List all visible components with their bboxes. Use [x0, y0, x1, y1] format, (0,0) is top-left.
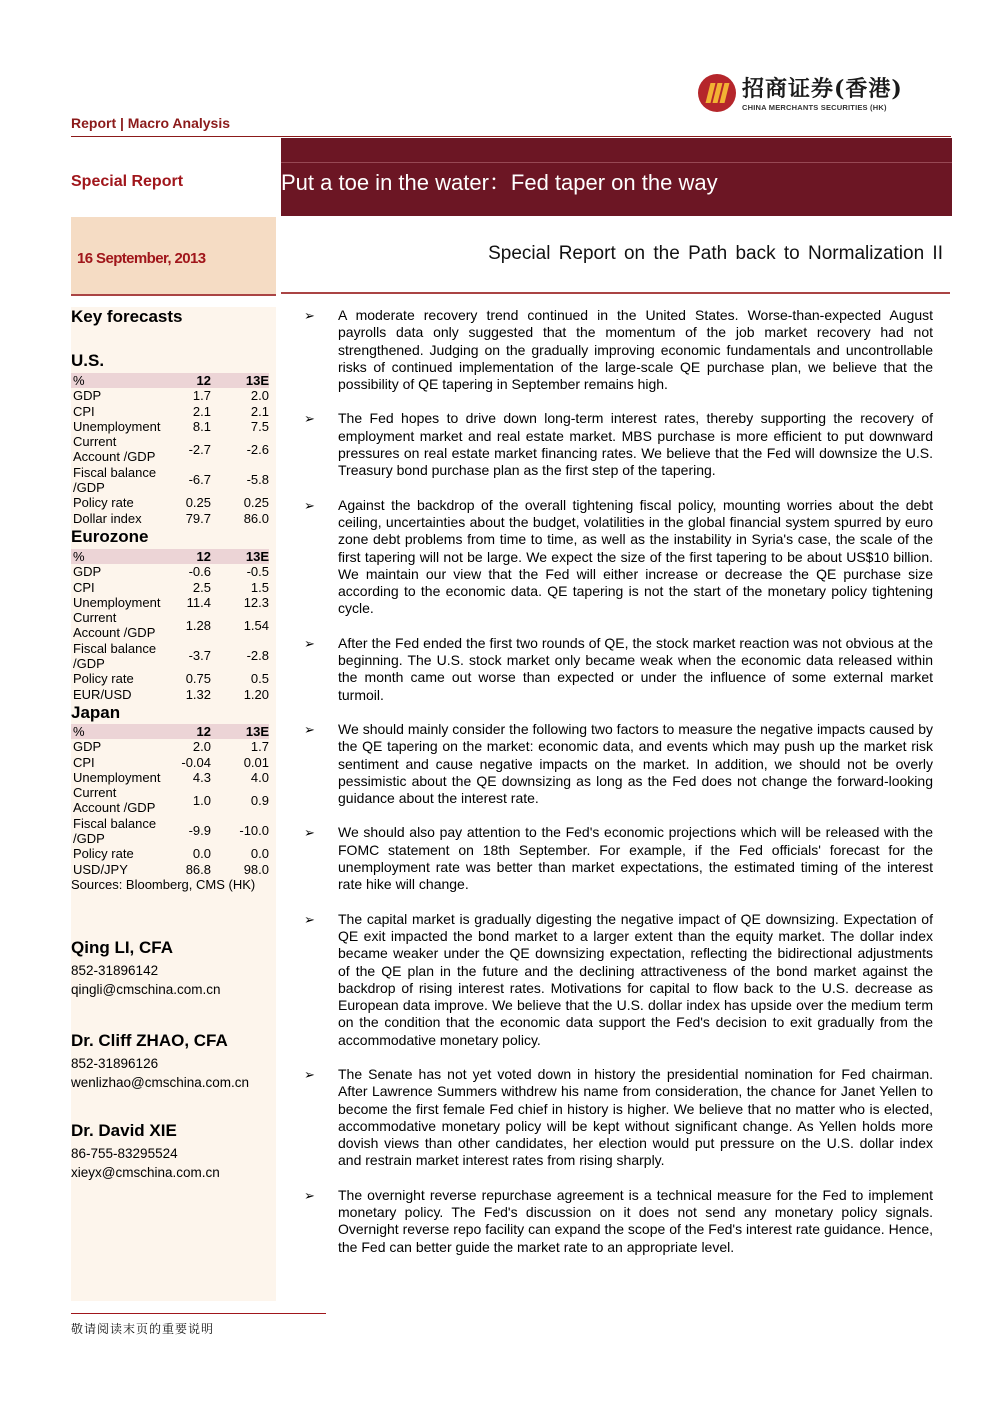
bullet-paragraph [300, 721, 933, 807]
arrow-bullet-icon: ➢ [304, 1066, 315, 1082]
bullet-paragraph [300, 497, 933, 618]
forecast-value-13e: 13E [245, 724, 269, 739]
forecast-label: Unemployment [73, 418, 161, 434]
special-report-label: Special Report [71, 173, 184, 190]
bullet-paragraph [300, 410, 933, 479]
forecast-row [71, 564, 269, 579]
arrow-bullet-icon: ➢ [304, 411, 315, 427]
bullet-paragraph [300, 307, 933, 393]
forecast-row [71, 495, 269, 510]
bullet-text: The overnight reverse repurchase agreement is a technical measure for the Fed to implement monetary policy. The Fed's discussion on it does not send any monetary policy signals. Overnight reverse repo facility can expand the scope of the Fed's interest rate guidance. Hence, the Fed can better guide the market rate to an appropriate level. [338, 1186, 933, 1255]
forecast-value-13e: 13E [245, 373, 269, 388]
forecast-value-12: 4.3 [192, 769, 211, 785]
forecast-value-13e: 1.54 [243, 617, 269, 633]
forecast-label: % [73, 549, 85, 564]
forecast-value-12: -2.7 [188, 441, 211, 457]
analyst-name: Dr. Cliff ZHAO, CFA [71, 1031, 228, 1050]
logo-mark-icon [698, 74, 736, 112]
forecast-label: GDP [73, 739, 102, 755]
arrow-bullet-icon: ➢ [304, 825, 315, 841]
forecast-value-13e: 2.0 [250, 388, 269, 404]
forecast-row [71, 846, 269, 861]
forecast-value-12: -0.6 [188, 564, 211, 580]
forecast-value-13e: 1.20 [243, 686, 269, 702]
bullet-text: Against the backdrop of the overall tightening fiscal policy, mounting worries about the debt ceiling, uncertainties about the budget, volatilities in the global financial system spurred by euro zone debt problems from time to time, as well as the instability in Syria's case, the scale of the first tapering will not be large. We expect the size of the first tapering to be about US$10 billion. We maintain our view that the Fed will either increase or decrease the QE purchase size according to the economic data. QE tapering is not the start of the monetary policy tightening cycle. [338, 496, 933, 617]
forecast-label: % [73, 724, 85, 739]
region-title-eurozone: Eurozone [71, 527, 149, 546]
analyst-email[interactable]: wenlizhao@cmschina.com.cn [71, 1075, 250, 1090]
title-banner [281, 138, 952, 216]
analyst-name: Dr. David XIE [71, 1121, 177, 1140]
forecast-label: Policy rate [73, 495, 134, 511]
bullet-text: We should mainly consider the following two factors to measure the negative impacts caused by the QE tapering on the market: economic data, and events which may push up the market risk sentiment and cause negative impacts on the market. In addition, we should not be overly pessimistic about the QE downsizing as long as the Fed does not change the forward-looking guidance about the interest rate. [338, 720, 933, 807]
forecast-value-12: -6.7 [188, 472, 211, 488]
analyst-phone: 86-755-83295524 [71, 1146, 178, 1161]
forecast-label: Fiscal balance /GDP [73, 815, 157, 847]
analyst-email[interactable]: qingli@cmschina.com.cn [71, 982, 221, 997]
forecast-label: Fiscal balance /GDP [73, 640, 157, 672]
analyst-phone: 852-31896126 [71, 1056, 159, 1071]
analyst-card [71, 1030, 249, 1092]
forecast-label: Current Account /GDP [73, 434, 156, 465]
forecast-value-12: 11.4 [186, 594, 211, 610]
forecast-label: Unemployment [73, 769, 161, 785]
bullet-text: The Fed hopes to drive down long-term interest rates, thereby supporting the recovery of employment market and real estate market. MBS purchase is more efficient to put downward pressures on real estate market financing rates. We believe that the Fed will downsize the U.S. Treasury bond purchase plan as the first step of the tapering. [338, 410, 933, 479]
page-title: Put a toe in the water：Fed taper on the way [281, 170, 718, 195]
forecast-label: CPI [73, 754, 95, 770]
forecast-value-13e: 0.5 [250, 671, 269, 687]
forecast-table-eurozone [71, 549, 269, 702]
bullet-paragraph [300, 911, 933, 1049]
forecast-value-13e: 13E [245, 549, 269, 564]
forecast-value-13e: 12.3 [243, 594, 269, 610]
analyst-card [71, 937, 221, 999]
forecast-value-12: -3.7 [188, 648, 211, 664]
forecast-value-13e: -2.6 [246, 441, 269, 457]
page-subtitle: Special Report on the Path back to Normalization II [488, 243, 943, 264]
forecast-label: Current Account /GDP [73, 610, 156, 641]
forecast-label: Current Account /GDP [73, 785, 156, 816]
sources-note: Sources: Bloomberg, CMS (HK) [71, 877, 256, 892]
forecast-value-12: 2.5 [192, 579, 211, 595]
bullet-text: After the Fed ended the first two rounds of QE, the stock market reaction was not obvious at the beginning. The U.S. stock market only became weak when the economic data released within the month came out worse than expected or under the influence of some external market turmoil. [338, 634, 933, 703]
forecast-table-japan [71, 724, 269, 877]
forecast-value-12: 1.0 [192, 792, 211, 808]
forecast-row [71, 511, 269, 526]
analyst-name: Qing LI, CFA [71, 938, 173, 957]
forecast-label: GDP [73, 388, 102, 404]
forecast-label: CPI [73, 403, 95, 419]
report-body [300, 307, 933, 1273]
forecast-value-12: 0.0 [192, 846, 211, 862]
forecast-header-row [71, 373, 269, 388]
analyst-email[interactable]: xieyx@cmschina.com.cn [71, 1165, 220, 1180]
report-type: Report | Macro Analysis [71, 115, 230, 131]
forecast-label: CPI [73, 579, 95, 595]
arrow-bullet-icon: ➢ [304, 635, 315, 651]
region-title-japan: Japan [71, 703, 121, 722]
arrow-bullet-icon: ➢ [304, 497, 315, 513]
forecast-row [71, 739, 269, 754]
arrow-bullet-icon: ➢ [304, 1187, 315, 1203]
forecast-label: EUR/USD [73, 686, 132, 702]
forecast-value-13e: 0.25 [243, 495, 269, 511]
forecast-label: Dollar index [73, 510, 142, 526]
forecast-row [71, 862, 269, 877]
forecast-row [71, 671, 269, 686]
forecast-value-12: 2.1 [192, 403, 211, 419]
forecast-row [71, 580, 269, 595]
forecast-label: % [73, 373, 85, 388]
forecast-value-13e: 0.01 [243, 754, 269, 770]
bullet-text: A moderate recovery trend continued in the United States. Worse-than-expected August payrolls data only suggested that the momentum of the job market recovery had not strengthened. Judging on the gradually improving economic fundamentals and uncontrollable risks of continued implementation of the large-scale QE purchase plan, we believe that the possibility of QE tapering in September remains high. [338, 307, 933, 393]
forecast-header-row [71, 724, 269, 739]
forecast-value-13e: 1.7 [250, 739, 269, 755]
forecast-label: USD/JPY [73, 861, 128, 877]
forecast-value-12: 1.28 [185, 617, 211, 633]
header-divider [71, 136, 951, 137]
forecast-value-12: 1.32 [185, 686, 211, 702]
forecast-row [71, 785, 269, 816]
forecast-value-13e: -0.5 [246, 564, 269, 580]
forecast-row [71, 434, 269, 465]
arrow-bullet-icon: ➢ [304, 308, 315, 323]
key-forecasts-title: Key forecasts [71, 307, 183, 326]
forecast-value-12: 0.25 [185, 495, 211, 511]
footer-divider [71, 1313, 326, 1314]
forecast-label: GDP [73, 564, 102, 580]
forecast-value-12: 12 [196, 724, 211, 739]
forecast-value-12: 12 [196, 549, 211, 564]
bullet-paragraph [300, 1187, 933, 1256]
bullet-paragraph [300, 1066, 933, 1170]
forecast-row [71, 465, 269, 496]
forecast-value-12: 2.0 [192, 739, 211, 755]
forecast-value-13e: 4.0 [250, 769, 269, 785]
forecast-row [71, 687, 269, 702]
footer-disclaimer: 敬请阅读末页的重要说明 [71, 1322, 215, 1336]
forecast-value-12: -9.9 [188, 823, 211, 839]
forecast-label: Unemployment [73, 594, 161, 610]
forecast-value-13e: 0.0 [250, 846, 269, 862]
bullet-text: We should also pay attention to the Fed's economic projections which will be released with the FOMC statement on 18th September. For example, if the Fed officials' forecast for the unemployment rate was better than market expectations, the estimated timing of the interest rate hike will change. [338, 824, 933, 893]
forecast-row [71, 388, 269, 403]
body-divider [281, 292, 950, 294]
forecast-value-13e: -5.8 [246, 472, 269, 488]
region-title-us: U.S. [71, 351, 105, 370]
bullet-text: The Senate has not yet voted down in history the presidential nomination for Fed chairman. After Lawrence Summers withdrew his name from consideration, the chance for Janet Yellen to become the first female Fed chief in history is higher. We believe that no matter who is elected, accommodative monetary policy will be kept without significant change. As Yellen holds more dovish views than other candidates, her election would put pressure on the U.S. dollar index and restrain market interest rates from rising sharply. [338, 1065, 933, 1169]
forecast-value-13e: 2.1 [250, 403, 269, 419]
forecast-row [71, 419, 269, 434]
forecast-value-12: 86.8 [185, 861, 211, 877]
bullet-paragraph [300, 824, 933, 893]
sidebar-divider [71, 294, 276, 296]
forecast-value-12: 0.75 [185, 671, 211, 687]
forecast-value-13e: -2.8 [246, 648, 269, 664]
forecast-value-13e: 1.5 [250, 579, 269, 595]
forecast-value-12: -0.04 [181, 754, 211, 770]
forecast-value-13e: 86.0 [243, 510, 269, 526]
forecast-row [71, 610, 269, 641]
logo-chinese-name: 招商证券(香港) [742, 76, 903, 102]
bullet-paragraph [300, 635, 933, 704]
forecast-table-us [71, 373, 269, 526]
forecast-value-12: 79.7 [185, 510, 211, 526]
forecast-value-13e: 7.5 [250, 418, 269, 434]
date-box [71, 217, 276, 294]
forecast-row [71, 816, 269, 847]
forecast-row [71, 755, 269, 770]
forecast-value-12: 8.1 [192, 418, 211, 434]
forecast-row [71, 641, 269, 672]
forecast-row [71, 404, 269, 419]
forecast-label: Fiscal balance /GDP [73, 464, 157, 496]
report-date: 16 September, 2013 [77, 250, 206, 267]
analyst-card [71, 1120, 220, 1182]
forecast-value-13e: 0.9 [250, 792, 269, 808]
arrow-bullet-icon: ➢ [304, 721, 315, 737]
forecast-value-13e: -10.0 [239, 823, 269, 839]
forecast-header-row [71, 549, 269, 564]
analyst-phone: 852-31896142 [71, 963, 159, 978]
company-logo [698, 72, 920, 116]
logo-english-name: CHINA MERCHANTS SECURITIES (HK) [742, 103, 887, 112]
title-banner-line [281, 162, 952, 163]
forecast-value-12: 1.7 [192, 388, 211, 404]
forecast-label: Policy rate [73, 846, 134, 862]
forecast-value-12: 12 [196, 373, 211, 388]
forecast-value-13e: 98.0 [243, 861, 269, 877]
arrow-bullet-icon: ➢ [304, 911, 315, 927]
forecast-row [71, 770, 269, 785]
bullet-text: The capital market is gradually digesting the negative impact of QE downsizing. Expectation of QE exit impacted the bond market to a larger extent than the equity market. The dollar index became weaker under the QE downsizing expectation, reflecting the bidirectional adjustments of the QE plan in the future and the declining attractiveness of the bond market against the backdrop of rising interest rates. Motivations for capital to flow back to the U.S. decrease as European data improve. We believe that the U.S. dollar index has upside over the medium term on the condition that the economic data support the Fed's decision to exit gradually from the accommodative monetary policy. [338, 910, 933, 1048]
forecast-row [71, 595, 269, 610]
forecast-label: Policy rate [73, 671, 134, 687]
